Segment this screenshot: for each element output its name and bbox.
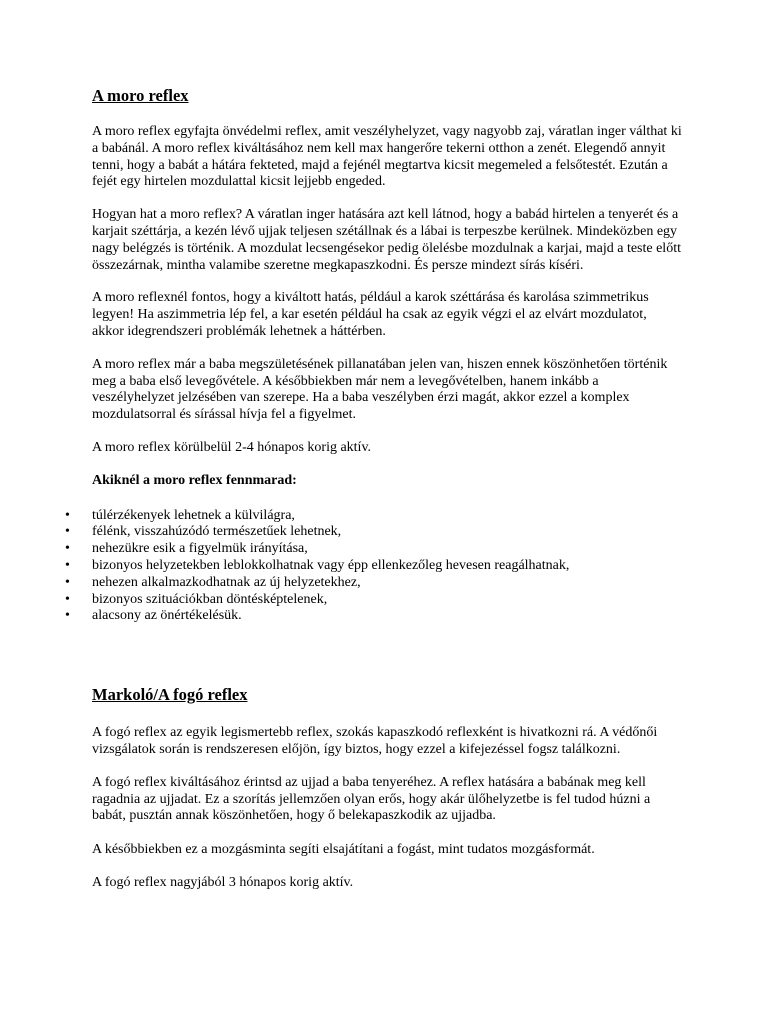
paragraph-moro-effect: Hogyan hat a moro reflex? A váratlan inger hatására azt kell látnod, hogy a babád hirtelen a tenyerét és a karjait széttárja, a kezén lévő ujjak teljesen szétállnak és a lábai is terpeszbe kerülnek. Mindeközben egy nagy belégzés is történik. A mozdulat lecsengésekor pedig ölelésbe mozdulnak a karjai, majd a teste előtt összezárnak, mintha valamibe szeretne megkapaszkodni. És persze mindezt sírás kíséri. xyxy=(92,207,681,273)
paragraph-moro-age: A moro reflex körülbelül 2-4 hónapos korig aktív. xyxy=(92,439,372,455)
paragraph-grasp-age: A fogó reflex nagyjából 3 hónapos korig aktív. xyxy=(92,874,354,890)
list-item xyxy=(65,591,682,609)
paragraph-moro-intro: A moro reflex egyfajta önvédelmi reflex, amit veszélyhelyzet, vagy nagyobb zaj, váratlan inger válthat ki a babánál. A moro reflex kiváltásához nem kell max hangerőre tekerni otthon a zenét. Elegendő annyit tenni, hogy a babát a hátára fekteted, majd a fejénél megtartva kicsit megemeled a felsőtestét. Ezután a fejét egy hirtelen mozdulattal kicsit lejjebb engeded. xyxy=(92,124,682,190)
section-heading-grasp-reflex: Markoló/A fogó reflex xyxy=(92,685,248,705)
list-item-text: bizonyos helyzetekben leblokkolhatnak vagy épp ellenkezőleg hevesen reagálhatnak, xyxy=(92,557,570,573)
bullet-glyph: • xyxy=(65,574,70,590)
list-item-text: bizonyos szituációkban döntésképtelenek, xyxy=(92,591,328,607)
bullet-glyph: • xyxy=(65,557,70,573)
list-item xyxy=(65,524,682,541)
list-item xyxy=(65,557,682,575)
list-item-text: nehezen alkalmazkodhatnak az új helyzetekhez, xyxy=(92,574,361,590)
bullet-glyph: • xyxy=(65,541,70,557)
list-item xyxy=(65,507,682,525)
document-content xyxy=(65,86,682,892)
bullet-glyph: • xyxy=(65,524,70,540)
paragraph-grasp-intro: A fogó reflex az egyik legismertebb reflex, szokás kapaszkodó reflexként is hivatkozni rá. A védőnői vizsgálatok során is rendszeresen előjön, így biztos, hogy ezzel a kifejezéssel fogsz találkozni. xyxy=(92,725,658,757)
paragraph-grasp-trigger: A fogó reflex kiváltásához érintsd az ujjad a baba tenyeréhez. A reflex hatására a babának meg kell ragadnia az ujjadat. Ez a szorítás jellemzően olyan erős, hogy akár ülőhelyzetbe is fel tudod húzni a babát, pusztán annak köszönhetően, hogy ő belekapaszkodik az ujjadba. xyxy=(92,774,651,824)
section-heading-moro-reflex: A moro reflex xyxy=(92,86,189,105)
moro-persists-list xyxy=(65,507,682,626)
bullet-glyph: • xyxy=(65,608,70,624)
paragraph-moro-symmetry: A moro reflexnél fontos, hogy a kiváltott hatás, például a karok széttárása és karolása szimmetrikus legyen! Ha aszimmetria lép fel, a kar esetén például ha csak az egyik végzi el az elvárt mozdulatot, akkor idegrendszeri problémák lehetnek a háttérben. xyxy=(92,290,649,339)
bullet-glyph: • xyxy=(65,507,70,523)
list-item-text: alacsony az önértékelésük. xyxy=(92,608,242,624)
list-item-text: nehezükre esik a figyelmük irányítása, xyxy=(92,541,308,557)
subheading-moro-persists: Akiknél a moro reflex fennmarad: xyxy=(92,472,297,488)
list-item-text: túlérzékenyek lehetnek a külvilágra, xyxy=(92,507,295,523)
list-item-text: félénk, visszahúzódó természetűek lehetnek, xyxy=(92,524,342,540)
bullet-glyph: • xyxy=(65,591,70,607)
paragraph-grasp-later: A későbbiekben ez a mozgásminta segíti elsajátítani a fogást, mint tudatos mozgásformát. xyxy=(92,842,595,858)
list-item xyxy=(65,541,682,558)
paragraph-moro-birth: A moro reflex már a baba megszületésének pillanatában jelen van, hiszen ennek köszönhetően történik meg a baba első levegővétele. A későbbiekben már nem a levegővételben, hanem inkább a veszélyhelyzet jelzésében van szerepe. Ha a baba veszélyben érzi magát, akkor ezzel a komplex mozdulatsorral és sírással hívja fel a figyelmet. xyxy=(92,356,668,423)
list-item xyxy=(65,574,682,592)
list-item xyxy=(65,608,682,625)
